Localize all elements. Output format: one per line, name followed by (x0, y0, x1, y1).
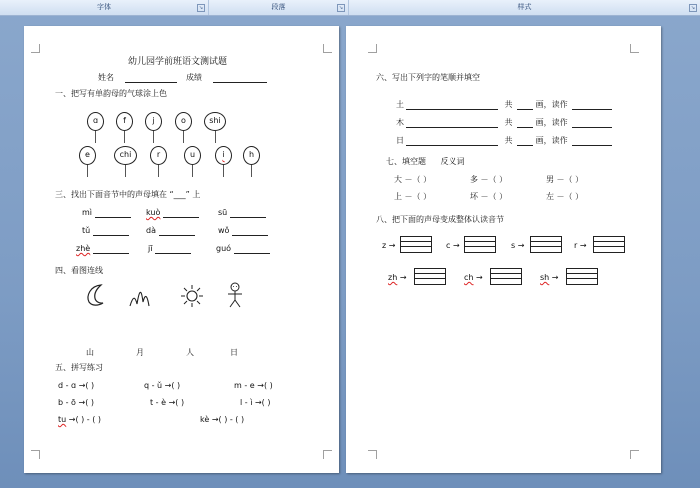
initial-item[interactable]: sh → (540, 273, 559, 282)
arrow-right-icon: → (254, 398, 262, 407)
spelling-item[interactable]: m - e →( ) (234, 381, 273, 390)
stroke-order-row[interactable]: 土 共 画，读作 (396, 100, 612, 110)
section-3-heading: 三、找出下面音节中的声母填在 “___” 上 (55, 190, 201, 199)
antonym-item[interactable]: 多 －（ ） (470, 175, 508, 184)
test-title: 幼儿园学前班语文测试题 (128, 57, 228, 67)
balloon-string (153, 131, 154, 143)
writing-grid[interactable] (566, 268, 598, 285)
balloon[interactable]: ɑ (87, 112, 104, 131)
ribbon-bar (0, 0, 700, 16)
dialog-launcher-icon[interactable]: ↘ (338, 5, 344, 11)
pinyin-blank-item[interactable]: guó (216, 244, 270, 254)
ribbon-group-styles[interactable] (349, 0, 700, 15)
margin-corner-mark (368, 44, 377, 53)
stroke-order-row[interactable]: 木 共 画，读作 (396, 118, 612, 128)
spelling-item[interactable]: tu →( ) - ( ) (58, 415, 102, 424)
pinyin-blank-item[interactable]: zhè (76, 244, 129, 254)
initial-item[interactable]: zh → (388, 273, 407, 282)
balloon[interactable]: j (145, 112, 162, 131)
arrow-right-icon: → (257, 381, 264, 390)
pinyin-blank-item[interactable]: mì (82, 208, 131, 218)
balloon[interactable]: shi (204, 112, 226, 131)
balloon[interactable]: r (150, 146, 167, 165)
stick-person-icon (226, 282, 244, 308)
writing-grid[interactable] (464, 236, 496, 253)
ribbon-group-font[interactable] (0, 0, 209, 15)
arrow-right-icon: → (78, 398, 86, 407)
document-page-1[interactable] (24, 26, 339, 473)
antonym-item[interactable]: 大 －（ ） (394, 175, 432, 184)
balloon-string (223, 165, 224, 177)
margin-corner-mark (630, 450, 639, 459)
match-word[interactable]: 月 (136, 348, 144, 357)
margin-corner-mark (368, 450, 377, 459)
arrow-right-icon: → (551, 273, 559, 282)
section-7-heading: 七、填空题 反义词 (386, 157, 465, 166)
balloon-string (158, 165, 159, 177)
arrow-right-icon: → (78, 381, 86, 390)
balloon-string (192, 165, 193, 177)
arrow-right-icon: → (476, 273, 483, 282)
document-page-2[interactable] (346, 26, 661, 473)
pinyin-blank-item[interactable]: wǒ (218, 226, 268, 236)
writing-grid[interactable] (490, 268, 522, 285)
writing-grid[interactable] (414, 268, 446, 285)
ribbon-group-paragraph-label: 段落 (271, 3, 286, 11)
spelling-item[interactable]: d - ɑ →( ) (58, 381, 95, 390)
section-8-heading: 八、把下面的声母变成整体认读音节 (376, 215, 504, 224)
arrow-right-icon: → (388, 241, 396, 250)
balloon-string (251, 165, 252, 177)
mountain-icon (128, 284, 156, 308)
balloon[interactable]: chi (114, 146, 137, 165)
name-label: 姓名 (98, 73, 114, 82)
balloon-string (183, 131, 184, 143)
pinyin-blank-item[interactable]: kuò (146, 208, 199, 218)
balloon[interactable]: u (184, 146, 201, 165)
writing-grid[interactable] (530, 236, 562, 253)
dialog-launcher-icon[interactable]: ↘ (690, 5, 696, 11)
margin-corner-mark (323, 450, 332, 459)
section-4-heading: 四、看图连线 (55, 266, 103, 275)
initial-item[interactable]: s → (511, 241, 525, 250)
ribbon-group-paragraph[interactable] (209, 0, 349, 15)
arrow-right-icon: → (211, 415, 219, 424)
balloon-string (95, 131, 96, 143)
margin-corner-mark (31, 44, 40, 53)
balloon[interactable]: o (175, 112, 192, 131)
writing-grid[interactable] (400, 236, 432, 253)
stroke-order-row[interactable]: 日 共 画，读作 (396, 136, 612, 146)
arrow-right-icon: → (168, 398, 176, 407)
initial-item[interactable]: ch → (464, 273, 483, 282)
dialog-launcher-icon[interactable]: ↘ (198, 5, 204, 11)
arrow-right-icon: → (399, 273, 407, 282)
antonym-item[interactable]: 坏 －（ ） (470, 192, 508, 201)
name-field[interactable] (98, 73, 177, 83)
initial-item[interactable]: c → (446, 241, 460, 250)
ribbon-group-font-label: 字体 (97, 3, 111, 11)
spelling-item[interactable]: b - ō →( ) (58, 398, 94, 407)
pinyin-blank-item[interactable]: sū (218, 208, 266, 218)
balloon[interactable]: i (215, 146, 232, 165)
initial-item[interactable]: z → (382, 241, 396, 250)
margin-corner-mark (31, 450, 40, 459)
section-6-heading: 六、写出下列字的笔顺并填空 (376, 73, 480, 82)
arrow-right-icon: → (517, 241, 525, 250)
margin-corner-mark (323, 44, 332, 53)
antonym-item[interactable]: 左 －（ ） (546, 192, 584, 201)
crescent-moon-icon (82, 282, 108, 308)
match-word[interactable]: 人 (186, 348, 194, 357)
antonym-item[interactable]: 上 －（ ） (394, 192, 432, 201)
margin-corner-mark (630, 44, 639, 53)
match-word[interactable]: 日 (230, 348, 238, 357)
pinyin-blank-item[interactable]: jī (148, 244, 191, 254)
balloon-string (215, 131, 216, 143)
pinyin-blank-item[interactable]: dà (146, 226, 195, 236)
name-blank[interactable] (125, 74, 177, 83)
arrow-right-icon: → (68, 415, 76, 424)
section-5-heading: 五、拼写练习 (55, 363, 103, 372)
antonym-item[interactable]: 男 －（ ） (546, 175, 584, 184)
match-word[interactable]: 山 (86, 348, 94, 357)
balloon[interactable]: h (243, 146, 260, 165)
spelling-item[interactable]: kè →( ) - ( ) (200, 415, 245, 424)
writing-grid[interactable] (593, 236, 625, 253)
spelling-item[interactable]: t - è →( ) (150, 398, 185, 407)
score-label: 成绩 (186, 73, 202, 82)
arrow-right-icon: → (164, 381, 172, 390)
score-blank[interactable] (213, 74, 267, 83)
sun-icon (180, 284, 204, 308)
balloon-string (125, 165, 126, 177)
ribbon-group-styles-label: 样式 (517, 3, 532, 11)
balloon[interactable]: f (116, 112, 133, 131)
arrow-right-icon: → (452, 241, 460, 250)
section-1-heading: 一、把写有单韵母的气球涂上色 (55, 89, 167, 98)
balloon-string (87, 165, 88, 177)
score-field[interactable] (186, 73, 267, 83)
balloon-string (124, 131, 125, 143)
arrow-right-icon: → (579, 241, 587, 250)
balloon[interactable]: e (79, 146, 96, 165)
spelling-item[interactable]: q - ǔ →( ) (144, 381, 181, 390)
pinyin-blank-item[interactable]: tǔ (82, 226, 129, 236)
spelling-item[interactable]: l - ì →( ) (240, 398, 271, 407)
initial-item[interactable]: r → (574, 241, 587, 250)
